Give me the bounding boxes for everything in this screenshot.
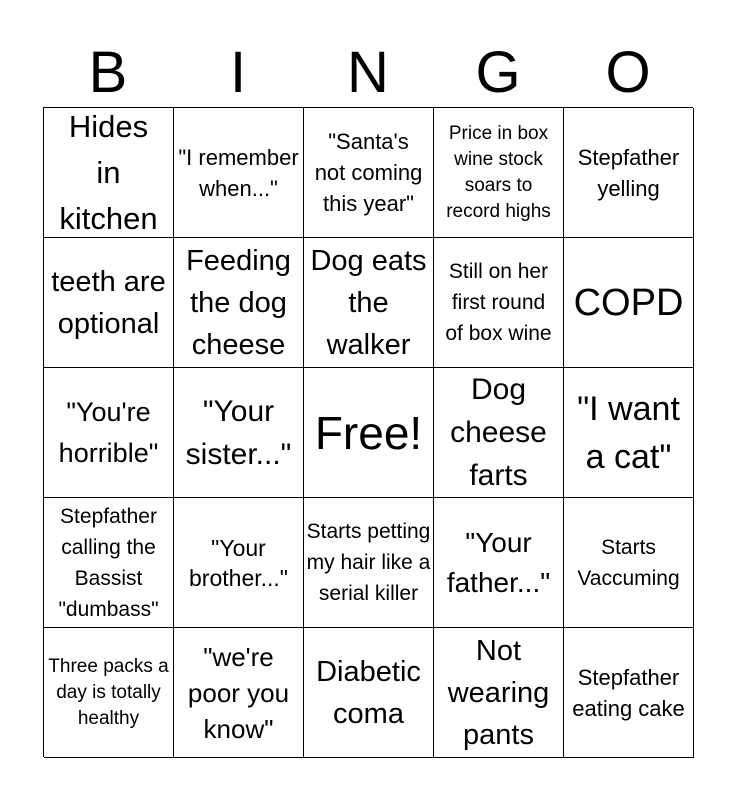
bingo-cell[interactable] [564,368,694,498]
cell-label: COPD [573,281,684,324]
bingo-cell[interactable] [174,368,304,498]
cell-label: Stepfather eating cake [572,664,685,721]
bingo-cell[interactable] [434,368,564,498]
bingo-cell[interactable] [174,238,304,368]
bingo-board [43,107,693,757]
cell-label: Not wearing pants [447,634,550,751]
cell-label: Three packs a day is totally healthy [48,655,169,729]
bingo-cell[interactable] [304,108,434,238]
bingo-cell[interactable] [564,108,694,238]
bingo-cell[interactable] [174,108,304,238]
bingo-cell[interactable] [434,238,564,368]
bingo-cell[interactable] [434,498,564,628]
cell-label: "Your brother..." [189,534,288,591]
free-space-label: Free! [314,406,423,459]
bingo-cell[interactable] [44,108,174,238]
bingo-cell[interactable] [304,498,434,628]
header-letter-o: O [605,40,651,105]
cell-label: "I want a cat" [577,389,680,476]
cell-label: "I remember when..." [178,144,299,201]
cell-label: "we're poor you know" [187,641,290,744]
cell-label: Still on her first round of box wine [445,260,552,345]
free-space-cell[interactable] [304,368,434,498]
cell-label: "Santa's not coming this year" [314,129,423,216]
bingo-cell[interactable] [44,628,174,758]
cell-label: Stepfather yelling [577,144,680,201]
bingo-cell[interactable] [564,238,694,368]
bingo-cell[interactable] [564,628,694,758]
header-letter-g: G [475,40,521,105]
cell-label: "Your father..." [446,526,551,598]
header-letter-b: B [88,40,128,105]
bingo-cell[interactable] [434,108,564,238]
bingo-cell[interactable] [174,628,304,758]
header-letter-i: I [229,40,247,105]
cell-label: Dog eats the walker [310,244,427,361]
bingo-cell[interactable] [44,498,174,628]
cell-label: Feeding the dog cheese [186,244,291,361]
bingo-cell[interactable] [44,368,174,498]
bingo-cell[interactable] [564,498,694,628]
bingo-header [43,38,693,108]
cell-label: "You're horrible" [58,396,159,468]
cell-label: Starts petting my hair like a serial killer [306,520,431,605]
cell-label: Price in box wine stock soars to record highs [446,122,551,222]
cell-label: "Your sister..." [185,394,292,471]
header-letter-n: N [347,40,389,105]
cell-label: Dog cheese farts [450,373,547,492]
bingo-cell[interactable] [44,238,174,368]
cell-label: Starts Vaccuming [577,535,680,590]
bingo-cell[interactable] [304,238,434,368]
cell-label: teeth are optional [51,265,166,340]
cell-label: Hides in kitchen [59,108,158,236]
cell-label: Stepfather calling the Bassist "dumbass" [58,504,159,621]
bingo-cell[interactable] [174,498,304,628]
cell-label: Diabetic coma [316,655,421,730]
bingo-cell[interactable] [434,628,564,758]
bingo-cell[interactable] [304,628,434,758]
